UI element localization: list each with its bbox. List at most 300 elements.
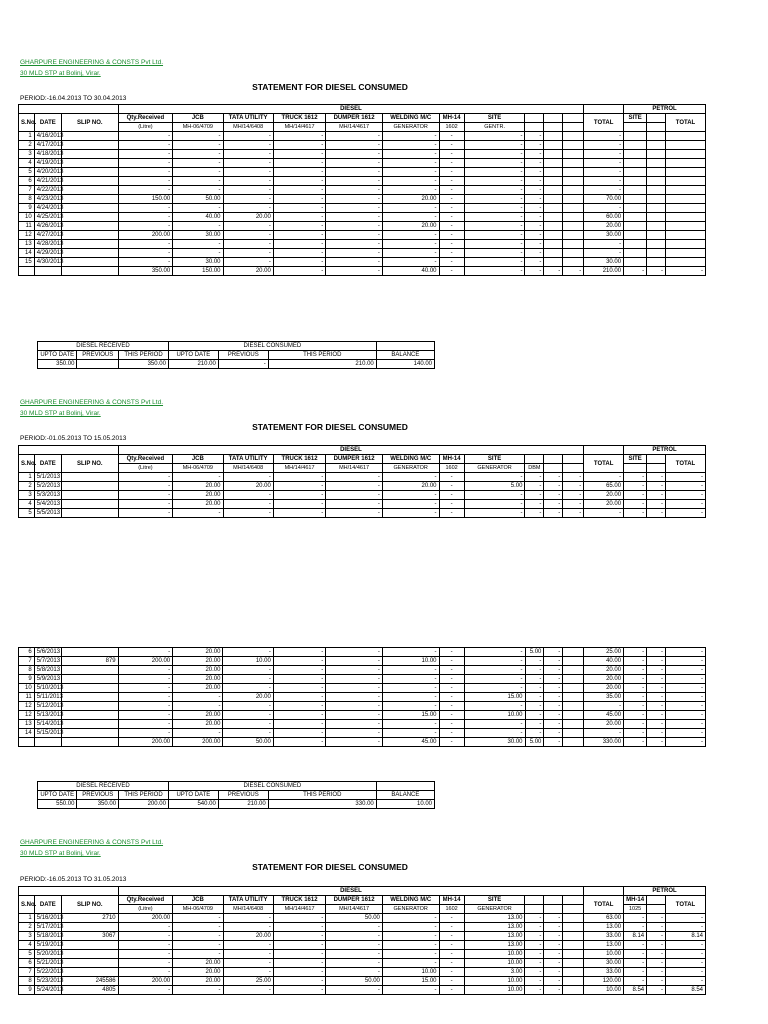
table-cell: 13.00 bbox=[464, 941, 525, 950]
table-cell: - bbox=[647, 711, 666, 720]
table-cell bbox=[666, 141, 706, 150]
table-cell: - bbox=[223, 702, 273, 711]
table-cell: 4/28/2013 bbox=[34, 240, 61, 249]
table-cell: - bbox=[118, 249, 173, 258]
petrol-sub-header: SITE bbox=[624, 114, 647, 123]
table-cell bbox=[544, 132, 563, 141]
date-header: DATE bbox=[34, 114, 61, 132]
table-cell: - bbox=[525, 675, 544, 684]
table-row bbox=[19, 729, 706, 738]
table-cell: - bbox=[326, 986, 383, 995]
table-cell: - bbox=[382, 159, 439, 168]
company-name: GHARPURE ENGINEERING & CONSTS Pvt Ltd. bbox=[20, 839, 164, 846]
table-cell: 5/15/2013 bbox=[34, 729, 61, 738]
table-cell: 4/21/2013 bbox=[34, 177, 61, 186]
header-blank bbox=[376, 782, 434, 791]
table-cell: - bbox=[326, 222, 383, 231]
table-row bbox=[19, 141, 706, 150]
jcb-header: JCB bbox=[173, 114, 223, 123]
table-row bbox=[19, 711, 706, 720]
table-cell: - bbox=[273, 977, 325, 986]
table-row bbox=[19, 666, 706, 675]
table-cell: 8 bbox=[19, 666, 35, 675]
table-cell: - bbox=[647, 491, 666, 500]
table-cell: - bbox=[439, 509, 464, 518]
table-cell: - bbox=[439, 720, 464, 729]
table-cell: - bbox=[326, 491, 383, 500]
table-cell: - bbox=[173, 159, 223, 168]
table-cell: 5/8/2013 bbox=[34, 666, 61, 675]
petrol-total-header: TOTAL bbox=[666, 114, 706, 132]
table-cell: 20.00 bbox=[173, 684, 223, 693]
table-cell: 20.00 bbox=[584, 491, 624, 500]
table-cell: - bbox=[563, 473, 584, 482]
previous-header: PREVIOUS bbox=[218, 351, 268, 360]
summary-value: 200.00 bbox=[119, 800, 169, 809]
table-cell bbox=[61, 195, 118, 204]
table-cell: - bbox=[118, 711, 173, 720]
table-cell: - bbox=[439, 500, 464, 509]
table-cell: - bbox=[544, 473, 563, 482]
table-cell bbox=[61, 711, 118, 720]
table-cell bbox=[624, 141, 647, 150]
table-cell: - bbox=[273, 666, 325, 675]
table-cell: 20.00 bbox=[584, 720, 624, 729]
table-cell bbox=[61, 693, 118, 702]
total-header: TOTAL bbox=[584, 114, 624, 132]
table-cell: - bbox=[624, 702, 647, 711]
table-cell: - bbox=[464, 159, 525, 168]
table-cell: 10.00 bbox=[223, 657, 273, 666]
table-cell: - bbox=[382, 693, 439, 702]
table-cell: 45.00 bbox=[382, 738, 439, 747]
statement-title: STATEMENT FOR DIESEL CONSUMED bbox=[252, 862, 408, 872]
table-cell: - bbox=[544, 491, 563, 500]
table-cell bbox=[61, 150, 118, 159]
table-cell: - bbox=[544, 959, 563, 968]
table-cell: - bbox=[666, 923, 706, 932]
table-cell: - bbox=[382, 258, 439, 267]
table-cell: - bbox=[647, 500, 666, 509]
slip-header: SLIP NO. bbox=[61, 896, 118, 914]
table-cell: 25.00 bbox=[223, 977, 273, 986]
table-cell: 2710 bbox=[61, 914, 118, 923]
table-cell: - bbox=[464, 473, 525, 482]
table-cell: - bbox=[326, 959, 383, 968]
table-cell: 2 bbox=[19, 141, 35, 150]
table-cell: - bbox=[544, 968, 563, 977]
table-cell: - bbox=[563, 267, 584, 276]
table-cell bbox=[666, 213, 706, 222]
table-cell: - bbox=[326, 482, 383, 491]
table-cell: - bbox=[544, 702, 563, 711]
table-cell bbox=[666, 195, 706, 204]
table-cell: - bbox=[584, 159, 624, 168]
table-cell: - bbox=[273, 968, 325, 977]
table-cell: - bbox=[439, 213, 464, 222]
table-cell: - bbox=[273, 231, 325, 240]
truck-header: TRUCK 1612 bbox=[273, 114, 325, 123]
table-cell: - bbox=[544, 932, 563, 941]
table-cell: - bbox=[273, 222, 325, 231]
dumper-reg: MH/14/4617 bbox=[326, 905, 383, 914]
table-row bbox=[19, 648, 706, 657]
table-row bbox=[19, 186, 706, 195]
table-cell: - bbox=[382, 923, 439, 932]
table-cell bbox=[563, 941, 584, 950]
table-cell: - bbox=[647, 950, 666, 959]
table-cell: - bbox=[525, 222, 544, 231]
table-cell bbox=[624, 249, 647, 258]
table-cell: - bbox=[439, 222, 464, 231]
table-cell: - bbox=[464, 258, 525, 267]
table-cell bbox=[563, 195, 584, 204]
table-cell: 30.00 bbox=[173, 231, 223, 240]
table-cell: - bbox=[525, 684, 544, 693]
table-cell: - bbox=[326, 240, 383, 249]
table-cell bbox=[544, 204, 563, 213]
welding-sub: GENERATOR bbox=[382, 123, 439, 132]
table-cell: - bbox=[464, 267, 525, 276]
header-blank bbox=[525, 455, 544, 464]
table-cell: - bbox=[382, 168, 439, 177]
table-cell: - bbox=[223, 959, 273, 968]
table-cell: - bbox=[624, 923, 647, 932]
table-cell: - bbox=[173, 693, 223, 702]
table-cell: - bbox=[173, 986, 223, 995]
table-cell: - bbox=[273, 240, 325, 249]
table-cell bbox=[624, 231, 647, 240]
table-cell: - bbox=[647, 473, 666, 482]
table-cell: 5/9/2013 bbox=[34, 675, 61, 684]
company-site: 30 MLD STP at Bolinj, Virar. bbox=[20, 410, 101, 417]
table-cell: 20.00 bbox=[584, 666, 624, 675]
slip-header: SLIP NO. bbox=[61, 114, 118, 132]
table-cell: - bbox=[382, 666, 439, 675]
table-cell: - bbox=[584, 150, 624, 159]
table-cell bbox=[647, 195, 666, 204]
table-cell: - bbox=[525, 720, 544, 729]
table-cell: - bbox=[439, 491, 464, 500]
header-blank bbox=[376, 342, 434, 351]
table-cell: - bbox=[173, 941, 223, 950]
table-cell: 120.00 bbox=[584, 977, 624, 986]
table-cell: - bbox=[647, 729, 666, 738]
table-cell: - bbox=[439, 648, 464, 657]
table-cell: - bbox=[624, 720, 647, 729]
table-cell: 11 bbox=[19, 222, 35, 231]
table-cell: 4/20/2013 bbox=[34, 168, 61, 177]
table-cell: - bbox=[382, 509, 439, 518]
summary-value: - bbox=[218, 360, 268, 369]
jcb-header: JCB bbox=[173, 896, 223, 905]
table-cell: - bbox=[647, 675, 666, 684]
table-cell: 10.00 bbox=[464, 977, 525, 986]
table-cell: 4/17/2013 bbox=[34, 141, 61, 150]
extra-col: DBM bbox=[525, 464, 544, 473]
summary-value: 540.00 bbox=[168, 800, 218, 809]
table-cell bbox=[563, 959, 584, 968]
table-cell: 33.00 bbox=[584, 968, 624, 977]
table-cell: - bbox=[647, 959, 666, 968]
table-cell bbox=[61, 177, 118, 186]
table-cell: 4 bbox=[19, 159, 35, 168]
table-cell: - bbox=[326, 195, 383, 204]
table-cell: - bbox=[563, 482, 584, 491]
table-cell: - bbox=[173, 950, 223, 959]
jcb-header: JCB bbox=[173, 455, 223, 464]
table-cell bbox=[666, 132, 706, 141]
table-cell bbox=[563, 914, 584, 923]
table-cell bbox=[61, 159, 118, 168]
table-cell: - bbox=[439, 240, 464, 249]
table-cell: - bbox=[173, 141, 223, 150]
table-cell: - bbox=[584, 729, 624, 738]
table-cell: - bbox=[439, 168, 464, 177]
table-cell bbox=[563, 222, 584, 231]
table-cell: - bbox=[273, 132, 325, 141]
table-cell bbox=[563, 675, 584, 684]
table-cell: 6 bbox=[19, 177, 35, 186]
table-cell: 4/22/2013 bbox=[34, 186, 61, 195]
table-cell: - bbox=[525, 141, 544, 150]
table-cell bbox=[563, 249, 584, 258]
table-cell: - bbox=[525, 195, 544, 204]
table-cell bbox=[563, 986, 584, 995]
table-cell bbox=[624, 204, 647, 213]
table-cell: - bbox=[326, 177, 383, 186]
qty-unit: (Litre) bbox=[118, 905, 173, 914]
table-cell: - bbox=[666, 977, 706, 986]
table-cell: - bbox=[525, 959, 544, 968]
table-cell: - bbox=[525, 950, 544, 959]
table-cell: - bbox=[173, 914, 223, 923]
table-cell bbox=[563, 648, 584, 657]
table-cell: - bbox=[464, 204, 525, 213]
table-cell: - bbox=[223, 258, 273, 267]
table-cell: - bbox=[326, 923, 383, 932]
table-cell bbox=[666, 177, 706, 186]
table-cell: 20.00 bbox=[173, 666, 223, 675]
table-cell: 15.00 bbox=[382, 977, 439, 986]
this-period-header: THIS PERIOD bbox=[119, 791, 169, 800]
table-cell bbox=[624, 195, 647, 204]
truck-header: TRUCK 1612 bbox=[273, 455, 325, 464]
table-cell: 4 bbox=[19, 941, 35, 950]
header-blank bbox=[563, 905, 584, 914]
table-cell: - bbox=[173, 473, 223, 482]
table-cell: - bbox=[544, 482, 563, 491]
slip-header: SLIP NO. bbox=[61, 455, 118, 473]
table-cell: - bbox=[273, 675, 325, 684]
table-cell: - bbox=[666, 666, 706, 675]
mh-header: MH-14 bbox=[439, 455, 464, 464]
table-cell: - bbox=[273, 684, 325, 693]
table-cell bbox=[666, 231, 706, 240]
table-cell: - bbox=[647, 267, 666, 276]
table-cell bbox=[647, 177, 666, 186]
site-sub: GENERATOR bbox=[464, 464, 525, 473]
table-cell: - bbox=[118, 132, 173, 141]
table-cell: 40.00 bbox=[382, 267, 439, 276]
table-cell: - bbox=[326, 950, 383, 959]
table-cell bbox=[624, 240, 647, 249]
dumper-header: DUMPER 1612 bbox=[326, 896, 383, 905]
table-cell bbox=[624, 177, 647, 186]
table-cell: 5/13/2013 bbox=[34, 711, 61, 720]
table-cell: 50.00 bbox=[326, 914, 383, 923]
table-cell: - bbox=[382, 684, 439, 693]
summary-table bbox=[37, 781, 435, 809]
table-cell: - bbox=[439, 684, 464, 693]
table-cell: 5/16/2013 bbox=[34, 914, 61, 923]
table-row bbox=[19, 950, 706, 959]
sno-header: S.No. bbox=[19, 114, 35, 132]
table-cell bbox=[34, 738, 61, 747]
table-cell bbox=[666, 204, 706, 213]
table-cell: - bbox=[647, 941, 666, 950]
table-cell: - bbox=[525, 500, 544, 509]
table-cell: - bbox=[223, 648, 273, 657]
table-cell: - bbox=[525, 132, 544, 141]
table-cell: - bbox=[118, 213, 173, 222]
welding-sub: GENERATOR bbox=[382, 464, 439, 473]
table-cell: - bbox=[326, 675, 383, 684]
table-cell: - bbox=[223, 950, 273, 959]
jcb-reg: MH-06/4709 bbox=[173, 905, 223, 914]
table-cell: - bbox=[525, 258, 544, 267]
table-row bbox=[19, 491, 706, 500]
table-cell bbox=[563, 950, 584, 959]
table-cell: - bbox=[624, 267, 647, 276]
table-cell: - bbox=[326, 249, 383, 258]
table-cell: - bbox=[118, 950, 173, 959]
table-cell: - bbox=[525, 231, 544, 240]
table-cell: - bbox=[624, 500, 647, 509]
table-cell: - bbox=[223, 666, 273, 675]
table-cell: - bbox=[118, 240, 173, 249]
table-cell: - bbox=[223, 159, 273, 168]
table-cell: - bbox=[647, 977, 666, 986]
table-row bbox=[19, 977, 706, 986]
table-cell bbox=[563, 168, 584, 177]
table-cell: 5.00 bbox=[525, 648, 544, 657]
table-cell: - bbox=[525, 986, 544, 995]
table-cell: - bbox=[647, 482, 666, 491]
summary-value: 350.00 bbox=[119, 360, 169, 369]
table-cell: - bbox=[118, 729, 173, 738]
table-cell: - bbox=[382, 675, 439, 684]
table-cell: - bbox=[624, 666, 647, 675]
table-cell: - bbox=[525, 702, 544, 711]
table-cell: - bbox=[584, 204, 624, 213]
table-cell: - bbox=[464, 186, 525, 195]
table-cell: - bbox=[647, 648, 666, 657]
table-cell: - bbox=[273, 141, 325, 150]
table-cell: 4 bbox=[19, 500, 35, 509]
table-cell: 50.00 bbox=[223, 738, 273, 747]
table-cell: - bbox=[525, 159, 544, 168]
table-cell: - bbox=[382, 720, 439, 729]
table-cell: - bbox=[273, 150, 325, 159]
table-cell bbox=[61, 213, 118, 222]
table-cell: - bbox=[273, 509, 325, 518]
table-cell: 8 bbox=[19, 195, 35, 204]
table-cell: - bbox=[382, 702, 439, 711]
table-cell: 14 bbox=[19, 249, 35, 258]
table-cell: - bbox=[118, 959, 173, 968]
table-cell: - bbox=[544, 986, 563, 995]
table-cell: - bbox=[382, 177, 439, 186]
table-cell: - bbox=[273, 195, 325, 204]
table-cell: - bbox=[223, 914, 273, 923]
table-cell: - bbox=[382, 186, 439, 195]
table-cell: - bbox=[525, 693, 544, 702]
table-cell: - bbox=[544, 675, 563, 684]
table-cell: - bbox=[382, 648, 439, 657]
table-cell bbox=[544, 195, 563, 204]
table-row bbox=[19, 923, 706, 932]
table-cell bbox=[544, 177, 563, 186]
table-cell: - bbox=[382, 941, 439, 950]
table-cell: - bbox=[382, 500, 439, 509]
table-cell: - bbox=[439, 702, 464, 711]
table-row bbox=[19, 500, 706, 509]
diesel-header: DIESEL bbox=[118, 887, 584, 896]
table-cell bbox=[647, 240, 666, 249]
tata-reg: MH/14/6408 bbox=[223, 905, 273, 914]
table-cell: - bbox=[326, 666, 383, 675]
table-cell: - bbox=[525, 914, 544, 923]
table-cell: - bbox=[223, 132, 273, 141]
table-cell: 3067 bbox=[61, 932, 118, 941]
table-cell: - bbox=[544, 693, 563, 702]
table-cell: - bbox=[624, 968, 647, 977]
table-cell: - bbox=[273, 473, 325, 482]
table-cell: 1 bbox=[19, 473, 35, 482]
table-cell: - bbox=[525, 240, 544, 249]
table-cell bbox=[61, 500, 118, 509]
table-cell: 350.00 bbox=[118, 267, 173, 276]
table-row bbox=[19, 204, 706, 213]
table-cell bbox=[647, 168, 666, 177]
table-cell: - bbox=[382, 491, 439, 500]
table-cell: - bbox=[584, 702, 624, 711]
table-cell: - bbox=[525, 509, 544, 518]
table-cell bbox=[647, 204, 666, 213]
table-cell: - bbox=[666, 738, 706, 747]
table-cell bbox=[61, 729, 118, 738]
table-cell: 15.00 bbox=[464, 693, 525, 702]
table-cell bbox=[563, 729, 584, 738]
table-cell: - bbox=[544, 941, 563, 950]
summary-value: 140.00 bbox=[376, 360, 434, 369]
table-cell: 150.00 bbox=[173, 267, 223, 276]
table-cell: 40.00 bbox=[584, 657, 624, 666]
table-cell bbox=[544, 222, 563, 231]
table-cell: - bbox=[173, 702, 223, 711]
table-cell bbox=[61, 923, 118, 932]
table-cell: - bbox=[647, 684, 666, 693]
table-cell: - bbox=[544, 729, 563, 738]
table-cell: - bbox=[464, 249, 525, 258]
table-cell: - bbox=[326, 968, 383, 977]
table-cell: - bbox=[525, 168, 544, 177]
header-blank bbox=[647, 455, 666, 464]
table-cell: - bbox=[525, 482, 544, 491]
header-blank bbox=[544, 123, 563, 132]
table-cell: - bbox=[647, 693, 666, 702]
